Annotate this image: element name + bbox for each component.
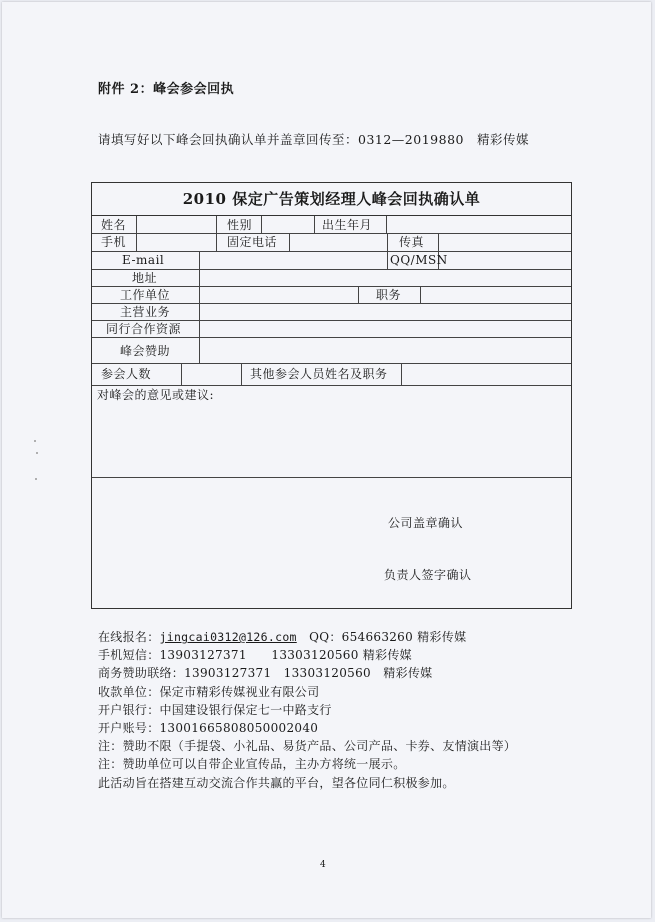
fax-field[interactable] <box>439 234 571 250</box>
position-field[interactable] <box>421 287 571 302</box>
scan-speck <box>36 452 38 454</box>
sponsorship-field[interactable] <box>200 338 571 362</box>
email-link[interactable]: jingcai0312@126.com <box>159 630 297 644</box>
page-number: 4 <box>320 860 326 870</box>
closing-line: 此活动旨在搭建互动交流合作共赢的平台，望各位同仁积极参加。 <box>98 775 455 790</box>
bank-line: 开户银行：中国建设银行保定七一中路支行 <box>98 702 332 717</box>
business-field[interactable] <box>200 304 571 319</box>
company-field[interactable] <box>200 287 358 302</box>
label-company: 工作单位 <box>120 288 171 302</box>
account-line: 开户账号：13001665808050002040 <box>98 721 319 736</box>
note-line-2: 注：赞助单位可以自带企业宣传品，主办方将统一展示。 <box>98 757 406 772</box>
others-field[interactable] <box>402 364 571 384</box>
address-field[interactable] <box>200 270 571 285</box>
peer-resources-field[interactable] <box>200 321 571 336</box>
label-suggestions: 对峰会的意见或建议: <box>97 388 215 402</box>
note-line-1: 注：赞助不限（手提袋、小礼品、易货产品、公司产品、卡券、友情演出等） <box>98 739 517 754</box>
label-others: 其他参会人员姓名及职务 <box>250 367 388 381</box>
sponsor-contact-line: 商务赞助联络：13903127371 13303120560 精彩传媒 <box>98 666 433 681</box>
label-attendees: 参会人数 <box>101 367 152 381</box>
label-qq: QQ/MSN <box>390 253 448 267</box>
attendees-field[interactable] <box>182 364 241 384</box>
payee-line: 收款单位：保定市精彩传媒视业有限公司 <box>98 684 320 699</box>
sms-line: 手机短信：13903127371 13303120560 精彩传媒 <box>98 648 412 663</box>
instruction-text: 请填写好以下峰会回执确认单并盖章回传至：0312—2019880 精彩传媒 <box>98 132 529 147</box>
confirmation-form <box>91 182 572 609</box>
label-sponsorship: 峰会赞助 <box>120 344 171 358</box>
label-position: 职务 <box>376 288 402 302</box>
email-field[interactable] <box>200 252 387 268</box>
phone-field[interactable] <box>290 234 387 250</box>
form-title: 2010 保定广告策划经理人峰会回执确认单 <box>92 183 571 216</box>
label-address: 地址 <box>132 271 158 285</box>
label-peer-resources: 同行合作资源 <box>106 322 182 336</box>
birth-field[interactable] <box>387 217 571 233</box>
mobile-field[interactable] <box>137 234 216 250</box>
suggestions-field[interactable] <box>92 403 571 476</box>
online-suffix: QQ：654663260 精彩传媒 <box>296 630 467 644</box>
label-phone: 固定电话 <box>227 235 278 249</box>
online-signup-line <box>98 628 516 646</box>
online-prefix: 在线报名： <box>98 630 160 644</box>
label-gender: 性别 <box>227 218 253 232</box>
label-mobile: 手机 <box>101 235 127 249</box>
label-name: 姓名 <box>101 218 127 232</box>
label-birth: 出生年月 <box>322 218 373 232</box>
gender-field[interactable] <box>262 217 314 233</box>
document-page <box>2 2 651 918</box>
label-fax: 传真 <box>399 235 425 249</box>
label-business: 主营业务 <box>120 305 171 319</box>
annex-title: 附件 2：峰会参会回执 <box>98 82 235 97</box>
scan-speck <box>34 440 36 442</box>
label-seal: 公司盖章确认 <box>388 516 464 530</box>
label-email: E-mail <box>122 253 165 267</box>
qq-field[interactable] <box>439 252 571 268</box>
contact-info <box>98 628 516 792</box>
scan-speck <box>35 478 37 480</box>
label-signature: 负责人签字确认 <box>384 568 472 582</box>
name-field[interactable] <box>137 217 216 233</box>
